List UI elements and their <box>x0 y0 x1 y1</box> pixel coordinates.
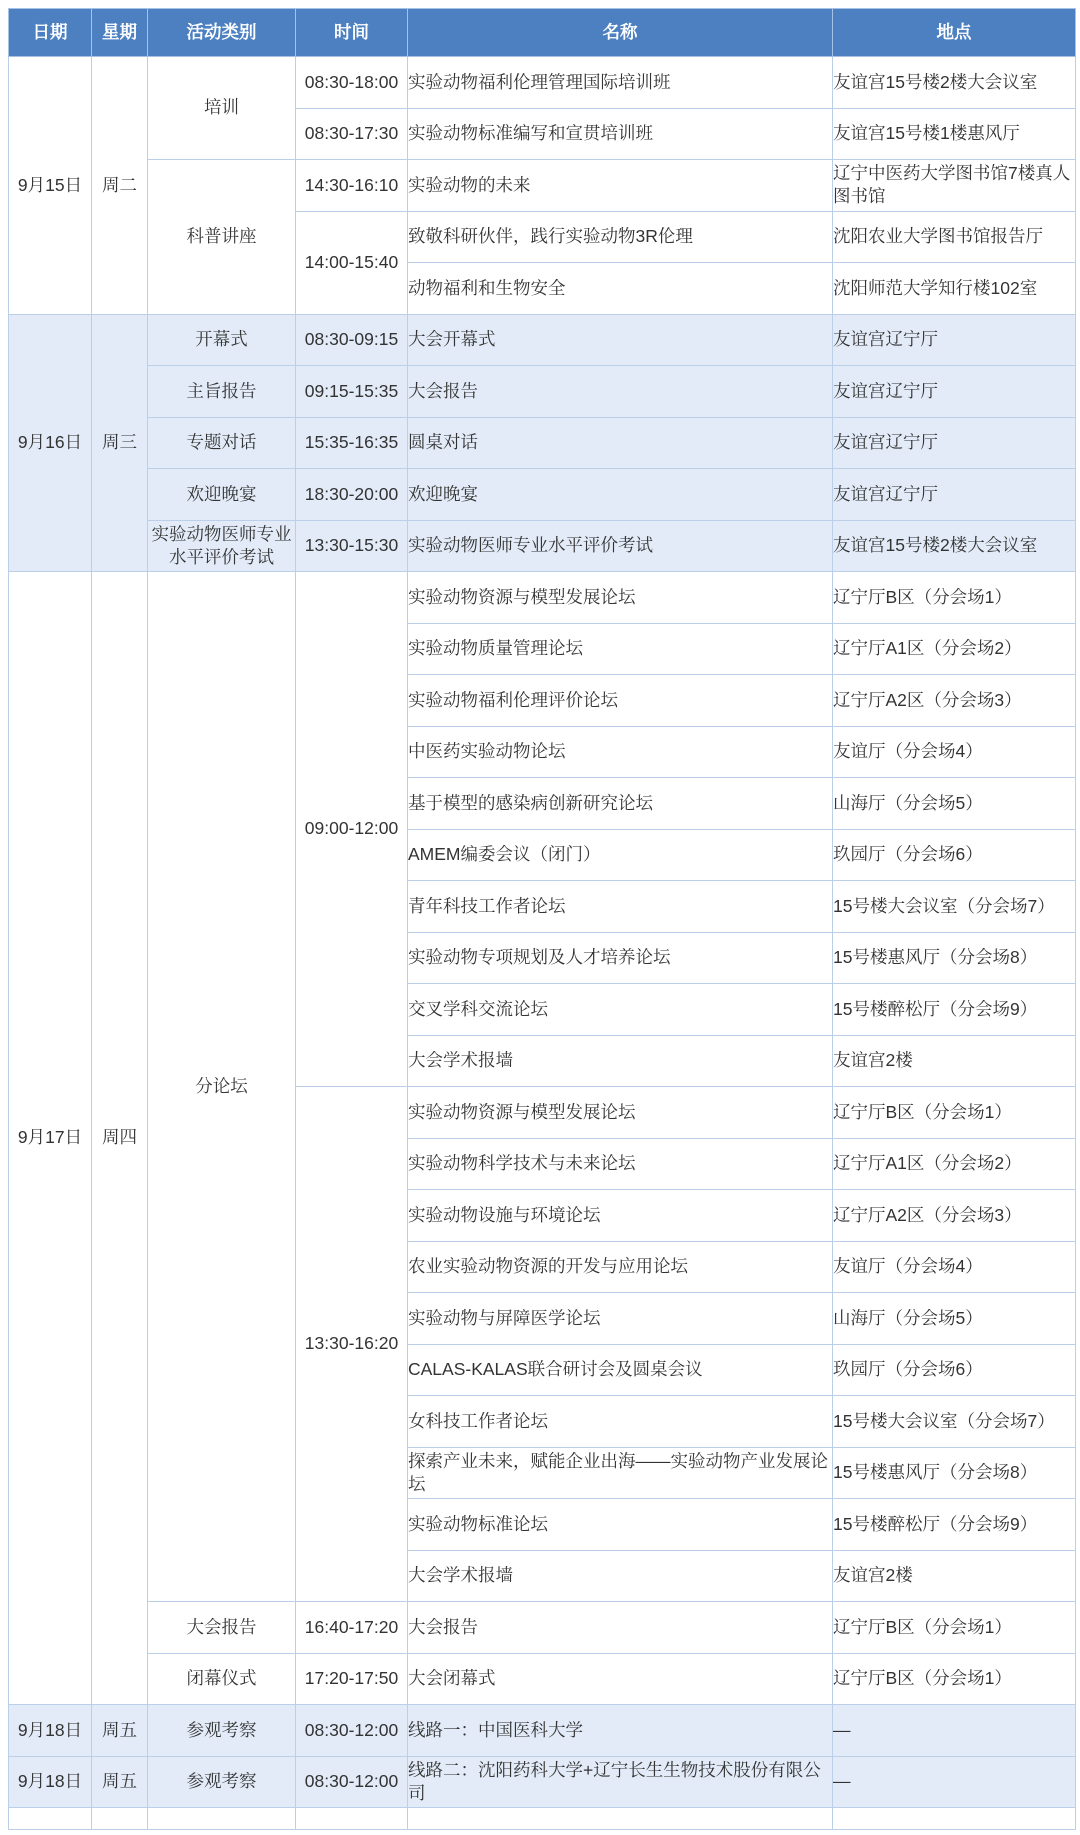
place-cell: 辽宁厅B区（分会场1） <box>833 572 1076 624</box>
session-name-cell: 大会报告 <box>408 366 833 418</box>
empty-cell <box>92 1808 148 1830</box>
place-cell: 15号楼醉松厅（分会场9） <box>833 984 1076 1036</box>
date-cell: 9月18日 <box>9 1756 92 1808</box>
session-name-cell: 交叉学科交流论坛 <box>408 984 833 1036</box>
session-name-cell: 大会闭幕式 <box>408 1653 833 1705</box>
column-header-weekday: 星期 <box>92 9 148 57</box>
time-cell: 18:30-20:00 <box>296 469 408 521</box>
place-cell: 玖园厅（分会场6） <box>833 829 1076 881</box>
place-cell: 山海厅（分会场5） <box>833 1293 1076 1345</box>
session-name-cell: 实验动物资源与模型发展论坛 <box>408 1087 833 1139</box>
table-row <box>9 57 1076 109</box>
empty-cell <box>148 1808 296 1830</box>
place-cell: 友谊宫辽宁厅 <box>833 417 1076 469</box>
session-name-cell: 实验动物质量管理论坛 <box>408 623 833 675</box>
empty-cell <box>296 1808 408 1830</box>
table-row <box>9 160 1076 212</box>
session-name-cell: 大会报告 <box>408 1602 833 1654</box>
date-cell: 9月18日 <box>9 1705 92 1757</box>
place-cell: 15号楼惠风厅（分会场8） <box>833 1447 1076 1499</box>
table-row <box>9 520 1076 572</box>
category-cell: 专题对话 <box>148 417 296 469</box>
time-cell: 09:00-12:00 <box>296 572 408 1087</box>
session-name-cell: 实验动物福利伦理管理国际培训班 <box>408 57 833 109</box>
time-cell: 09:15-15:35 <box>296 366 408 418</box>
weekday-cell: 周四 <box>92 572 148 1705</box>
place-cell: 友谊宫2楼 <box>833 1035 1076 1087</box>
category-cell: 实验动物医师专业水平评价考试 <box>148 520 296 572</box>
session-name-cell: 大会开幕式 <box>408 314 833 366</box>
place-cell: 玖园厅（分会场6） <box>833 1344 1076 1396</box>
place-cell: 沈阳师范大学知行楼102室 <box>833 263 1076 315</box>
place-cell: 友谊宫2楼 <box>833 1550 1076 1602</box>
place-cell: 15号楼大会议室（分会场7） <box>833 1396 1076 1448</box>
session-name-cell: 动物福利和生物安全 <box>408 263 833 315</box>
place-cell: 友谊厅（分会场4） <box>833 1241 1076 1293</box>
session-name-cell: 实验动物福利伦理评价论坛 <box>408 675 833 727</box>
session-name-cell: 实验动物与屏障医学论坛 <box>408 1293 833 1345</box>
place-cell: 友谊宫15号楼2楼大会议室 <box>833 520 1076 572</box>
place-cell: 15号楼大会议室（分会场7） <box>833 881 1076 933</box>
session-name-cell: 实验动物标准编写和宣贯培训班 <box>408 108 833 160</box>
place-cell: 辽宁厅B区（分会场1） <box>833 1602 1076 1654</box>
time-cell: 08:30-12:00 <box>296 1705 408 1757</box>
session-name-cell: 大会学术报墙 <box>408 1550 833 1602</box>
place-cell: 辽宁中医药大学图书馆7楼真人图书馆 <box>833 160 1076 212</box>
session-name-cell: 欢迎晚宴 <box>408 469 833 521</box>
place-cell: 15号楼惠风厅（分会场8） <box>833 932 1076 984</box>
session-name-cell: 实验动物资源与模型发展论坛 <box>408 572 833 624</box>
category-cell: 主旨报告 <box>148 366 296 418</box>
category-cell: 分论坛 <box>148 572 296 1602</box>
column-header-name: 名称 <box>408 9 833 57</box>
time-cell: 08:30-09:15 <box>296 314 408 366</box>
column-header-date: 日期 <box>9 9 92 57</box>
place-cell: 友谊宫辽宁厅 <box>833 314 1076 366</box>
session-name-cell: 基于模型的感染病创新研究论坛 <box>408 778 833 830</box>
time-cell: 08:30-12:00 <box>296 1756 408 1808</box>
session-name-cell: 大会学术报墙 <box>408 1035 833 1087</box>
time-cell: 14:00-15:40 <box>296 211 408 314</box>
place-cell: 辽宁厅A2区（分会场3） <box>833 1190 1076 1242</box>
date-cell: 9月17日 <box>9 572 92 1705</box>
place-cell: 辽宁厅B区（分会场1） <box>833 1087 1076 1139</box>
session-name-cell: 圆桌对话 <box>408 417 833 469</box>
session-name-cell: 实验动物的未来 <box>408 160 833 212</box>
time-cell: 14:30-16:10 <box>296 160 408 212</box>
session-name-cell: 致敬科研伙伴，践行实验动物3R伦理 <box>408 211 833 263</box>
session-name-cell: 青年科技工作者论坛 <box>408 881 833 933</box>
session-name-cell: 探索产业未来，赋能企业出海——实验动物产业发展论坛 <box>408 1447 833 1499</box>
time-cell: 08:30-17:30 <box>296 108 408 160</box>
place-cell: 友谊宫辽宁厅 <box>833 469 1076 521</box>
table-row <box>9 572 1076 624</box>
table-row <box>9 1653 1076 1705</box>
category-cell: 参观考察 <box>148 1756 296 1808</box>
empty-row <box>9 1808 1076 1830</box>
empty-cell <box>408 1808 833 1830</box>
time-cell: 13:30-15:30 <box>296 520 408 572</box>
empty-cell <box>833 1808 1076 1830</box>
place-cell: 山海厅（分会场5） <box>833 778 1076 830</box>
header-row <box>9 9 1076 57</box>
date-cell: 9月15日 <box>9 57 92 315</box>
session-name-cell: 实验动物设施与环境论坛 <box>408 1190 833 1242</box>
column-header-category: 活动类别 <box>148 9 296 57</box>
table-row <box>9 1756 1076 1808</box>
place-cell: 辽宁厅A2区（分会场3） <box>833 675 1076 727</box>
time-cell: 15:35-16:35 <box>296 417 408 469</box>
column-header-place: 地点 <box>833 9 1076 57</box>
table-row <box>9 366 1076 418</box>
place-cell: 友谊宫辽宁厅 <box>833 366 1076 418</box>
place-cell: — <box>833 1756 1076 1808</box>
time-cell: 13:30-16:20 <box>296 1087 408 1602</box>
session-name-cell: 农业实验动物资源的开发与应用论坛 <box>408 1241 833 1293</box>
session-name-cell: 实验动物标准论坛 <box>408 1499 833 1551</box>
date-cell: 9月16日 <box>9 314 92 572</box>
schedule-table <box>8 8 1076 1830</box>
empty-cell <box>9 1808 92 1830</box>
session-name-cell: 线路一：中国医科大学 <box>408 1705 833 1757</box>
place-cell: 辽宁厅B区（分会场1） <box>833 1653 1076 1705</box>
weekday-cell: 周二 <box>92 57 148 315</box>
table-row <box>9 1705 1076 1757</box>
weekday-cell: 周三 <box>92 314 148 572</box>
table-row <box>9 469 1076 521</box>
place-cell: 15号楼醉松厅（分会场9） <box>833 1499 1076 1551</box>
category-cell: 参观考察 <box>148 1705 296 1757</box>
place-cell: 辽宁厅A1区（分会场2） <box>833 1138 1076 1190</box>
session-name-cell: AMEM编委会议（闭门） <box>408 829 833 881</box>
session-name-cell: 实验动物医师专业水平评价考试 <box>408 520 833 572</box>
session-name-cell: 线路二：沈阳药科大学+辽宁长生生物技术股份有限公司 <box>408 1756 833 1808</box>
category-cell: 培训 <box>148 57 296 160</box>
weekday-cell: 周五 <box>92 1756 148 1808</box>
time-cell: 17:20-17:50 <box>296 1653 408 1705</box>
time-cell: 08:30-18:00 <box>296 57 408 109</box>
category-cell: 大会报告 <box>148 1602 296 1654</box>
place-cell: 沈阳农业大学图书馆报告厅 <box>833 211 1076 263</box>
session-name-cell: 女科技工作者论坛 <box>408 1396 833 1448</box>
category-cell: 欢迎晚宴 <box>148 469 296 521</box>
category-cell: 闭幕仪式 <box>148 1653 296 1705</box>
category-cell: 科普讲座 <box>148 160 296 315</box>
place-cell: 友谊厅（分会场4） <box>833 726 1076 778</box>
table-row <box>9 417 1076 469</box>
column-header-time: 时间 <box>296 9 408 57</box>
session-name-cell: 实验动物专项规划及人才培养论坛 <box>408 932 833 984</box>
time-cell: 16:40-17:20 <box>296 1602 408 1654</box>
session-name-cell: 中医药实验动物论坛 <box>408 726 833 778</box>
place-cell: 友谊宫15号楼1楼惠风厅 <box>833 108 1076 160</box>
weekday-cell: 周五 <box>92 1705 148 1757</box>
place-cell: 友谊宫15号楼2楼大会议室 <box>833 57 1076 109</box>
category-cell: 开幕式 <box>148 314 296 366</box>
place-cell: — <box>833 1705 1076 1757</box>
session-name-cell: 实验动物科学技术与未来论坛 <box>408 1138 833 1190</box>
place-cell: 辽宁厅A1区（分会场2） <box>833 623 1076 675</box>
session-name-cell: CALAS-KALAS联合研讨会及圆桌会议 <box>408 1344 833 1396</box>
table-row <box>9 1602 1076 1654</box>
table-row <box>9 314 1076 366</box>
